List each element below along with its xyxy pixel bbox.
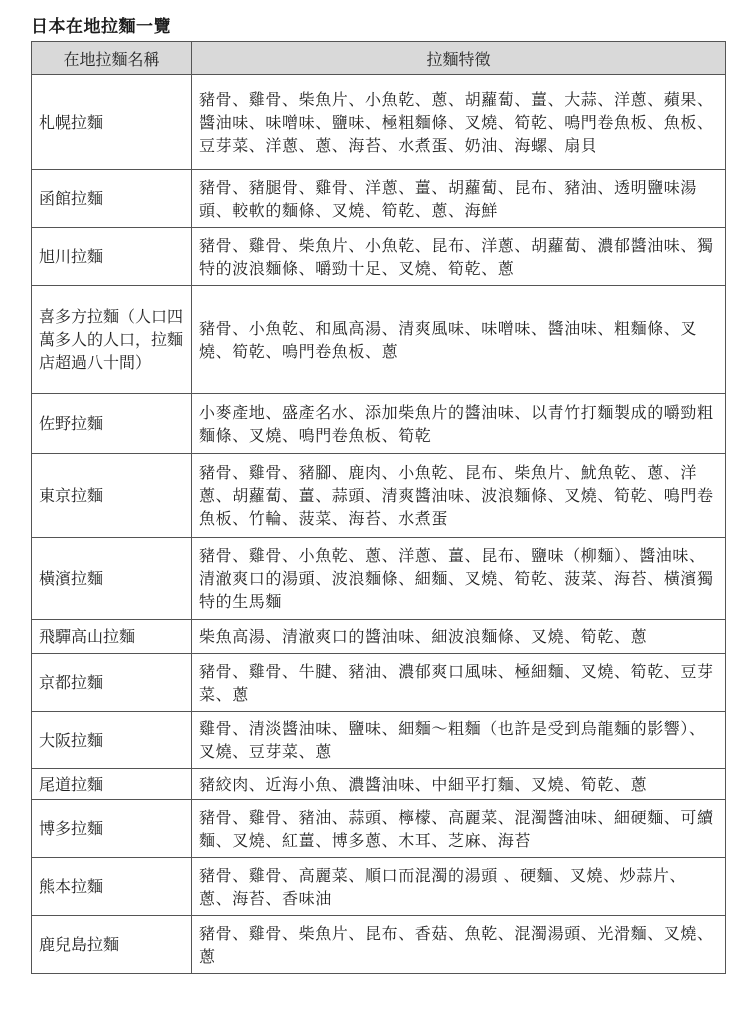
ramen-name: 喜多方拉麵（人口四萬多人的人口，拉麵店超過八十間）: [32, 286, 192, 394]
ramen-features: 雞骨、清淡醬油味、鹽味、細麵～粗麵（也許是受到烏龍麵的影響）、叉燒、豆芽菜、蔥: [192, 712, 726, 769]
header-name: 在地拉麵名稱: [32, 42, 192, 75]
ramen-name: 鹿兒島拉麵: [32, 916, 192, 974]
table-row: [32, 654, 726, 712]
ramen-features: 豬骨、雞骨、小魚乾、蔥、洋蔥、薑、昆布、鹽味（柳麵）、醬油味、清澈爽口的湯頭、波浪麵條、細麵、叉燒、筍乾、菠菜、海苔、橫濱獨特的生馬麵: [192, 538, 726, 620]
table-row: [32, 170, 726, 228]
ramen-features: 豬骨、豬腿骨、雞骨、洋蔥、薑、胡蘿蔔、昆布、豬油、透明鹽味湯頭、較軟的麵條、叉燒、筍乾、蔥、海鮮: [192, 170, 726, 228]
ramen-name: 佐野拉麵: [32, 394, 192, 454]
header-features: 拉麵特徵: [192, 42, 726, 75]
ramen-features: 豬骨、雞骨、豬油、蒜頭、檸檬、高麗菜、混濁醬油味、細硬麵、可續麵、叉燒、紅薑、博多蔥、木耳、芝麻、海苔: [192, 800, 726, 858]
ramen-features: 豬骨、雞骨、柴魚片、昆布、香菇、魚乾、混濁湯頭、光滑麵、叉燒、蔥: [192, 916, 726, 974]
table-row: [32, 454, 726, 538]
ramen-features: 豬絞肉、近海小魚、濃醬油味、中細平打麵、叉燒、筍乾、蔥: [192, 769, 726, 800]
page-title: 日本在地拉麵一覽: [31, 17, 171, 37]
ramen-features: 小麥產地、盛產名水、添加柴魚片的醬油味、以青竹打麵製成的嚼勁粗麵條、叉燒、鳴門卷魚板、筍乾: [192, 394, 726, 454]
table-row: [32, 620, 726, 654]
table-row: [32, 538, 726, 620]
ramen-name: 旭川拉麵: [32, 228, 192, 286]
ramen-features: 豬骨、雞骨、柴魚片、小魚乾、蔥、胡蘿蔔、薑、大蒜、洋蔥、蘋果、醬油味、味噌味、鹽味、極粗麵條、叉燒、筍乾、鳴門卷魚板、魚板、豆芽菜、洋蔥、蔥、海苔、水煮蛋、奶油、海螺、扇貝: [192, 75, 726, 170]
table-row: [32, 916, 726, 974]
ramen-name: 橫濱拉麵: [32, 538, 192, 620]
ramen-features: 豬骨、雞骨、柴魚片、小魚乾、昆布、洋蔥、胡蘿蔔、濃郁醬油味、獨特的波浪麵條、嚼勁十足、叉燒、筍乾、蔥: [192, 228, 726, 286]
ramen-name: 札幌拉麵: [32, 75, 192, 170]
ramen-name: 熊本拉麵: [32, 858, 192, 916]
table-row: [32, 228, 726, 286]
table-row: [32, 712, 726, 769]
table-row: [32, 858, 726, 916]
ramen-name: 尾道拉麵: [32, 769, 192, 800]
header-row: [32, 42, 726, 75]
table-row: [32, 286, 726, 394]
ramen-name: 東京拉麵: [32, 454, 192, 538]
ramen-features: 豬骨、雞骨、豬腳、鹿肉、小魚乾、昆布、柴魚片、魷魚乾、蔥、洋蔥、胡蘿蔔、薑、蒜頭、清爽醬油味、波浪麵條、叉燒、筍乾、鳴門卷魚板、竹輪、菠菜、海苔、水煮蛋: [192, 454, 726, 538]
ramen-features: 豬骨、雞骨、高麗菜、順口而混濁的湯頭 、硬麵、叉燒、炒蒜片、蔥、海苔、香味油: [192, 858, 726, 916]
ramen-name: 京都拉麵: [32, 654, 192, 712]
ramen-name: 博多拉麵: [32, 800, 192, 858]
table-row: [32, 394, 726, 454]
ramen-name: 函館拉麵: [32, 170, 192, 228]
table-row: [32, 800, 726, 858]
table-row: [32, 769, 726, 800]
ramen-name: 飛驒高山拉麵: [32, 620, 192, 654]
table-row: [32, 75, 726, 170]
ramen-table: [31, 41, 726, 974]
ramen-name: 大阪拉麵: [32, 712, 192, 769]
ramen-features: 豬骨、雞骨、牛腱、豬油、濃郁爽口風味、極細麵、叉燒、筍乾、豆芽菜、蔥: [192, 654, 726, 712]
ramen-features: 豬骨、小魚乾、和風高湯、清爽風味、味噌味、醬油味、粗麵條、叉燒、筍乾、鳴門卷魚板、蔥: [192, 286, 726, 394]
ramen-features: 柴魚高湯、清澈爽口的醬油味、細波浪麵條、叉燒、筍乾、蔥: [192, 620, 726, 654]
